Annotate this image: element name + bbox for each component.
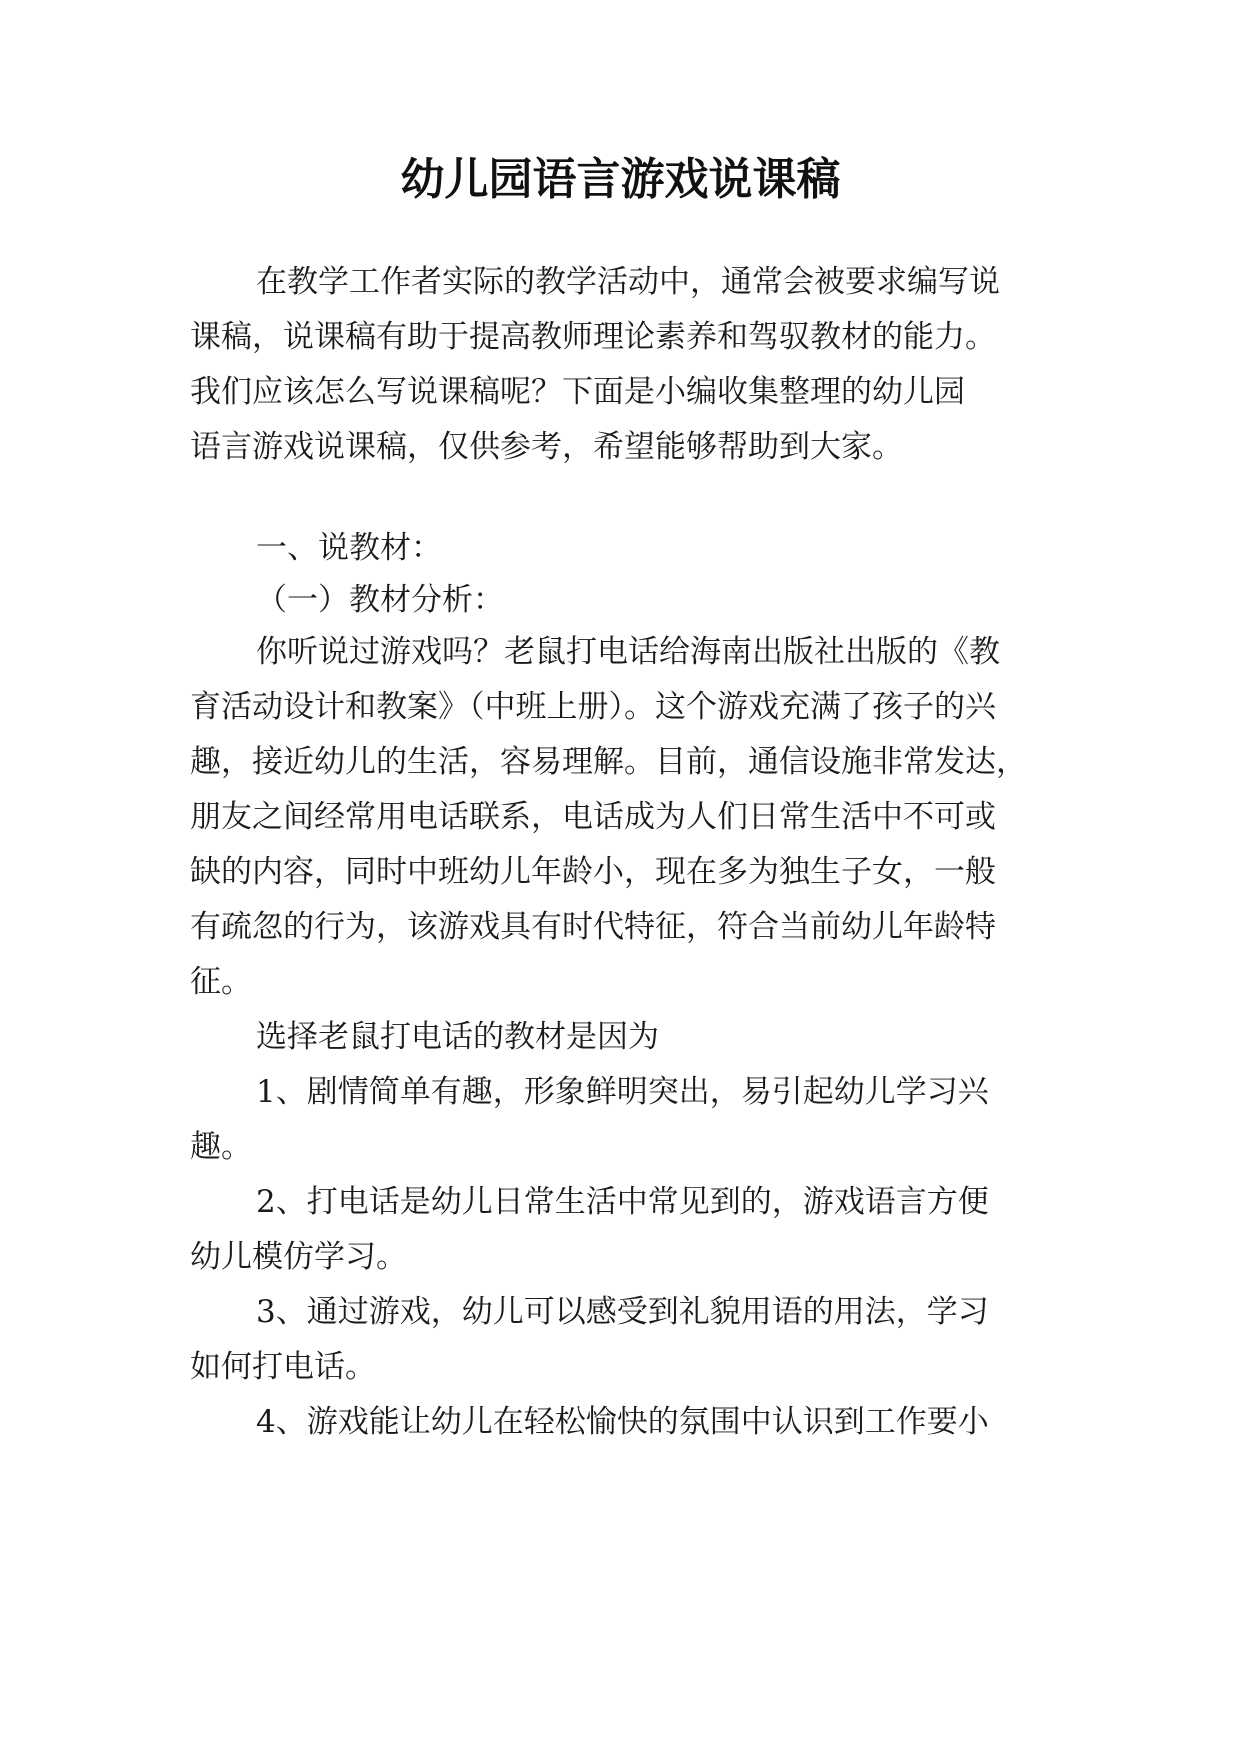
subsection-heading-1: （一）教材分析： [256,582,504,618]
analysis-line-4: 朋友之间经常用电话联系，电话成为人们日常生活中不可或 [190,799,996,835]
analysis-line-7: 征。 [190,964,252,1000]
reason-3-line-1: 3、通过游戏，幼儿可以感受到礼貌用语的用法，学习 [256,1294,989,1330]
reason-2-line-1: 2、打电话是幼儿日常生活中常见到的，游戏语言方便 [256,1184,989,1220]
reason-3-line-2: 如何打电话。 [190,1349,376,1385]
reason-2-line-2: 幼儿模仿学习。 [190,1239,407,1275]
document-title: 幼儿园语言游戏说课稿 [400,154,841,205]
analysis-line-1: 你听说过游戏吗？老鼠打电话给海南出版社出版的《教 [256,634,1000,670]
section-heading-1: 一、说教材： [256,530,442,566]
analysis-line-2: 育活动设计和教案》（中班上册）。这个游戏充满了孩子的兴 [190,689,996,725]
analysis-line-3: 趣，接近幼儿的生活，容易理解。目前，通信设施非常发达， [190,744,1027,780]
reason-intro: 选择老鼠打电话的教材是因为 [256,1019,659,1055]
analysis-line-5: 缺的内容，同时中班幼儿年龄小，现在多为独生子女，一般 [190,854,996,890]
intro-line-3: 我们应该怎么写说课稿呢？下面是小编收集整理的幼儿园 [190,374,965,410]
intro-line-4: 语言游戏说课稿，仅供参考，希望能够帮助到大家。 [190,429,903,465]
intro-line-1: 在教学工作者实际的教学活动中，通常会被要求编写说 [256,264,1000,300]
reason-1-line-2: 趣。 [190,1129,252,1165]
analysis-line-6: 有疏忽的行为，该游戏具有时代特征，符合当前幼儿年龄特 [190,909,996,945]
reason-1-line-1: 1、剧情简单有趣，形象鲜明突出，易引起幼儿学习兴 [256,1074,989,1110]
intro-line-2: 课稿，说课稿有助于提高教师理论素养和驾驭教材的能力。 [190,319,996,355]
reason-4-line-1: 4、游戏能让幼儿在轻松愉快的氛围中认识到工作要小 [256,1404,989,1440]
